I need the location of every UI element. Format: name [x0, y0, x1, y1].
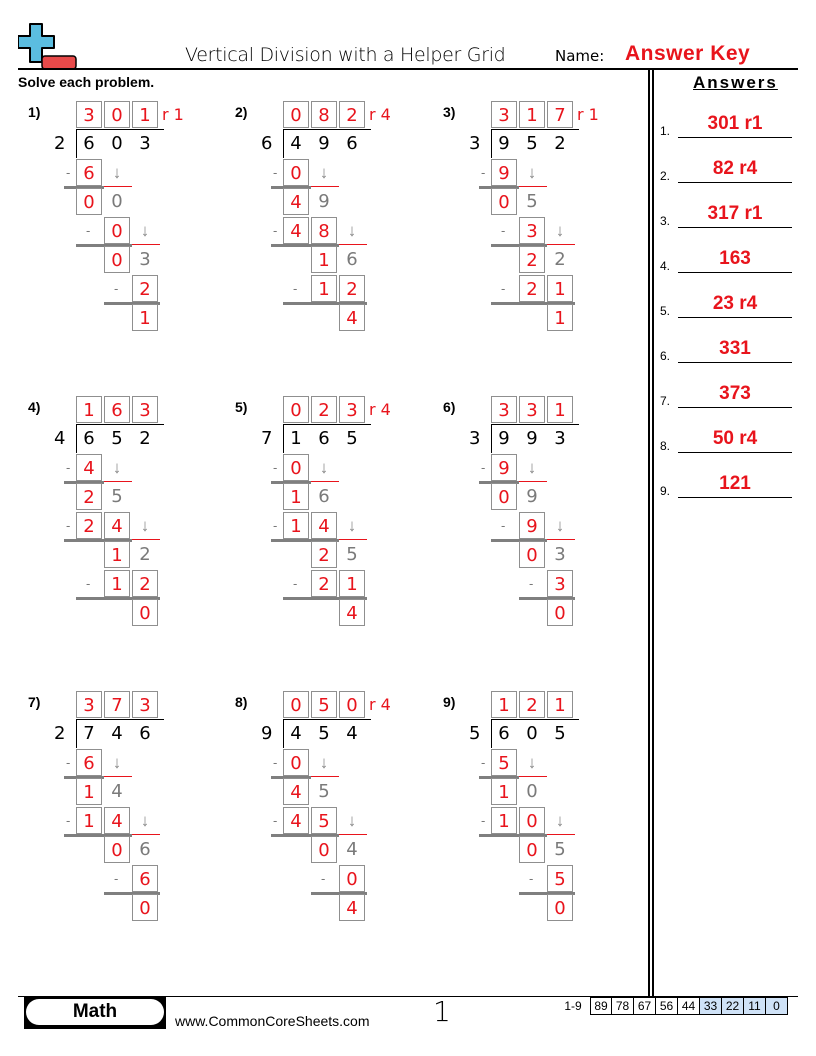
product-digit: 4	[104, 512, 130, 539]
brought-down-digit: 9	[318, 191, 330, 212]
divisor: 5	[469, 723, 481, 744]
product-digit: 1	[339, 570, 365, 597]
bring-down-arrow: ↓	[112, 458, 122, 477]
answer-line	[678, 137, 792, 138]
product-digit: 5	[491, 749, 517, 776]
divisor: 7	[261, 428, 273, 449]
minus-sign: -	[481, 460, 486, 475]
quotient-digit: 3	[519, 396, 545, 423]
dividend-digit: 6	[318, 428, 330, 449]
divisor: 4	[54, 428, 66, 449]
product-digit: 4	[104, 807, 130, 834]
divisor: 9	[261, 723, 273, 744]
quotient-digit: 3	[491, 396, 517, 423]
answer-number: 4.	[660, 259, 671, 273]
bring-down-arrow: ↓	[527, 163, 537, 182]
product-digit: 0	[519, 807, 545, 834]
final-remainder-digit: 1	[547, 304, 573, 331]
product-digit: 4	[76, 454, 102, 481]
division-problem	[235, 101, 486, 361]
minus-sign: -	[481, 813, 486, 828]
final-remainder-digit: 1	[132, 304, 158, 331]
answer-number: 9.	[660, 484, 671, 498]
score-cell: 78	[612, 997, 634, 1015]
dividend-digit: 9	[318, 133, 330, 154]
bring-down-arrow: ↓	[112, 753, 122, 772]
quotient-digit: 1	[547, 396, 573, 423]
dividend-digit: 6	[83, 133, 95, 154]
product-digit: 4	[311, 512, 337, 539]
minus-sign: -	[114, 871, 119, 886]
product-digit: 1	[547, 275, 573, 302]
product-digit: 2	[76, 512, 102, 539]
product-digit: 0	[339, 865, 365, 892]
bring-down-bar	[104, 481, 132, 482]
problem-number: 7)	[28, 694, 41, 710]
bring-down-bar	[311, 776, 339, 777]
dividend-digit: 9	[498, 133, 510, 154]
dividend-digit: 2	[139, 428, 151, 449]
quotient-digit: 3	[132, 396, 158, 423]
minus-sign: -	[501, 223, 506, 238]
answer-line	[678, 182, 792, 183]
answer-number: 8.	[660, 439, 671, 453]
division-problem	[443, 691, 691, 951]
quotient-digit: 8	[311, 101, 337, 128]
division-problem	[28, 691, 276, 951]
brought-down-digit: 0	[526, 781, 538, 802]
problem-number: 8)	[235, 694, 248, 710]
divisor: 2	[54, 133, 66, 154]
dividend-digit: 7	[83, 723, 95, 744]
remainder: r 1	[162, 105, 184, 124]
score-cell: 89	[590, 997, 612, 1015]
product-digit: 3	[547, 570, 573, 597]
quotient-digit: 0	[283, 101, 309, 128]
minus-sign: -	[66, 460, 71, 475]
bring-down-bar	[132, 244, 160, 245]
minus-sign: -	[481, 165, 486, 180]
product-digit: 1	[311, 275, 337, 302]
difference-digit: 1	[283, 483, 309, 510]
name-value: Answer Key	[625, 42, 751, 65]
problem-number: 4)	[28, 399, 41, 415]
minus-sign: -	[273, 813, 278, 828]
product-digit: 2	[311, 570, 337, 597]
dividend-digit: 5	[554, 723, 566, 744]
subject-label: Math	[26, 999, 164, 1025]
problem-number: 9)	[443, 694, 456, 710]
bring-down-bar	[547, 539, 575, 540]
answer-line	[678, 272, 792, 273]
quotient-digit: 7	[547, 101, 573, 128]
bring-down-bar	[547, 834, 575, 835]
product-digit: 2	[132, 570, 158, 597]
final-remainder-digit: 0	[132, 894, 158, 921]
quotient-digit: 7	[104, 691, 130, 718]
plus-minus-logo-icon	[18, 22, 78, 70]
product-digit: 4	[283, 807, 309, 834]
divisor: 6	[261, 133, 273, 154]
bring-down-bar	[339, 539, 367, 540]
problem-number: 5)	[235, 399, 248, 415]
quotient-digit: 2	[311, 396, 337, 423]
division-problem	[443, 396, 691, 656]
score-table	[556, 997, 788, 1015]
answer-line	[678, 497, 792, 498]
product-digit: 3	[519, 217, 545, 244]
brought-down-digit: 2	[139, 544, 151, 565]
brought-down-digit: 9	[526, 486, 538, 507]
product-digit: 9	[519, 512, 545, 539]
bring-down-bar	[547, 244, 575, 245]
dividend-digit: 9	[526, 428, 538, 449]
answer-number: 2.	[660, 169, 671, 183]
final-remainder-digit: 4	[339, 894, 365, 921]
bring-down-arrow: ↓	[527, 753, 537, 772]
dividend-digit: 4	[111, 723, 123, 744]
bring-down-arrow: ↓	[555, 516, 565, 535]
minus-sign: -	[529, 576, 534, 591]
dividend-digit: 5	[318, 723, 330, 744]
score-cell: 67	[634, 997, 656, 1015]
bring-down-arrow: ↓	[347, 221, 357, 240]
site-url: www.CommonCoreSheets.com	[175, 1013, 370, 1029]
bring-down-bar	[519, 776, 547, 777]
product-digit: 2	[132, 275, 158, 302]
minus-sign: -	[501, 518, 506, 533]
difference-digit: 2	[76, 483, 102, 510]
bring-down-arrow: ↓	[140, 516, 150, 535]
bring-down-arrow: ↓	[347, 811, 357, 830]
header-divider	[18, 68, 798, 70]
dividend-digit: 6	[346, 133, 358, 154]
product-digit: 9	[491, 159, 517, 186]
product-digit: 6	[76, 749, 102, 776]
bring-down-bar	[339, 244, 367, 245]
quotient-digit: 0	[283, 691, 309, 718]
brought-down-digit: 5	[346, 544, 358, 565]
brought-down-digit: 2	[554, 249, 566, 270]
answer-number: 1.	[660, 124, 671, 138]
quotient-digit: 1	[491, 691, 517, 718]
product-digit: 2	[519, 275, 545, 302]
dividend-digit: 3	[139, 133, 151, 154]
problem-number: 1)	[28, 104, 41, 120]
product-digit: 8	[311, 217, 337, 244]
difference-digit: 1	[76, 778, 102, 805]
minus-sign: -	[273, 165, 278, 180]
difference-digit: 2	[519, 246, 545, 273]
quotient-digit: 0	[104, 101, 130, 128]
product-digit: 2	[339, 275, 365, 302]
score-cell: 44	[678, 997, 700, 1015]
product-digit: 1	[104, 570, 130, 597]
final-remainder-digit: 0	[132, 599, 158, 626]
dividend-digit: 4	[346, 723, 358, 744]
dividend-digit: 6	[139, 723, 151, 744]
bring-down-arrow: ↓	[555, 221, 565, 240]
product-digit: 1	[491, 807, 517, 834]
brought-down-digit: 6	[346, 249, 358, 270]
quotient-digit: 1	[132, 101, 158, 128]
brought-down-digit: 5	[554, 839, 566, 860]
dividend-digit: 6	[83, 428, 95, 449]
brought-down-digit: 6	[318, 486, 330, 507]
product-digit: 5	[547, 865, 573, 892]
division-problem	[235, 691, 486, 951]
final-remainder-digit: 0	[547, 894, 573, 921]
answer-number: 7.	[660, 394, 671, 408]
page-number: 1	[433, 995, 451, 1028]
dividend-digit: 0	[111, 133, 123, 154]
brought-down-digit: 0	[111, 191, 123, 212]
quotient-digit: 3	[339, 396, 365, 423]
bring-down-arrow: ↓	[319, 753, 329, 772]
minus-sign: -	[86, 223, 91, 238]
brought-down-digit: 5	[111, 486, 123, 507]
bring-down-bar	[519, 481, 547, 482]
dividend-digit: 5	[111, 428, 123, 449]
quotient-digit: 6	[104, 396, 130, 423]
problem-number: 2)	[235, 104, 248, 120]
problem-number: 3)	[443, 104, 456, 120]
quotient-digit: 5	[311, 691, 337, 718]
minus-sign: -	[66, 755, 71, 770]
instructions: Solve each problem.	[18, 74, 155, 90]
division-problem	[28, 396, 276, 656]
difference-digit: 4	[283, 778, 309, 805]
answer-number: 6.	[660, 349, 671, 363]
answer-value: 373	[719, 383, 751, 404]
difference-digit: 2	[311, 541, 337, 568]
divisor: 2	[54, 723, 66, 744]
bring-down-bar	[104, 186, 132, 187]
minus-sign: -	[66, 165, 71, 180]
final-remainder-digit: 4	[339, 304, 365, 331]
quotient-digit: 1	[547, 691, 573, 718]
dividend-digit: 4	[290, 723, 302, 744]
division-problem	[443, 101, 691, 361]
difference-digit: 0	[76, 188, 102, 215]
dividend-digit: 3	[554, 428, 566, 449]
difference-digit: 1	[491, 778, 517, 805]
answer-line	[678, 407, 792, 408]
quotient-digit: 2	[519, 691, 545, 718]
dividend-digit: 5	[526, 133, 538, 154]
answer-line	[678, 317, 792, 318]
brought-down-digit: 4	[111, 781, 123, 802]
difference-digit: 4	[283, 188, 309, 215]
dividend-digit: 4	[290, 133, 302, 154]
score-cell: 22	[722, 997, 744, 1015]
difference-digit: 0	[519, 836, 545, 863]
answer-value: 317 r1	[707, 203, 763, 224]
answer-value: 23 r4	[712, 293, 758, 314]
bring-down-arrow: ↓	[319, 458, 329, 477]
minus-sign: -	[273, 223, 278, 238]
problem-number: 6)	[443, 399, 456, 415]
bring-down-bar	[311, 186, 339, 187]
product-digit: 1	[76, 807, 102, 834]
bring-down-bar	[104, 776, 132, 777]
remainder: r 1	[577, 105, 599, 124]
product-digit: 0	[283, 159, 309, 186]
minus-sign: -	[86, 576, 91, 591]
difference-digit: 0	[519, 541, 545, 568]
answer-line	[678, 227, 792, 228]
quotient-digit: 1	[76, 396, 102, 423]
difference-digit: 0	[491, 188, 517, 215]
product-digit: 6	[132, 865, 158, 892]
bring-down-bar	[311, 481, 339, 482]
divisor: 3	[469, 133, 481, 154]
brought-down-digit: 5	[318, 781, 330, 802]
answer-value: 163	[719, 248, 751, 269]
difference-digit: 0	[311, 836, 337, 863]
division-problem	[235, 396, 486, 656]
bring-down-arrow: ↓	[527, 458, 537, 477]
quotient-digit: 3	[491, 101, 517, 128]
answer-line	[678, 362, 792, 363]
remainder: r 4	[369, 400, 391, 419]
remainder: r 4	[369, 105, 391, 124]
score-range-label: 1-9	[564, 999, 582, 1013]
product-digit: 4	[283, 217, 309, 244]
score-cell: 33	[700, 997, 722, 1015]
bring-down-arrow: ↓	[140, 221, 150, 240]
bring-down-arrow: ↓	[140, 811, 150, 830]
score-cell: 11	[744, 997, 766, 1015]
minus-sign: -	[529, 871, 534, 886]
answer-value: 82 r4	[712, 158, 758, 179]
dividend-digit: 6	[498, 723, 510, 744]
product-digit: 0	[283, 454, 309, 481]
difference-digit: 0	[104, 246, 130, 273]
product-digit: 9	[491, 454, 517, 481]
remainder: r 4	[369, 695, 391, 714]
minus-sign: -	[293, 576, 298, 591]
bring-down-bar	[132, 834, 160, 835]
answers-heading: Answers	[693, 73, 778, 92]
dividend-digit: 0	[526, 723, 538, 744]
dividend-digit: 9	[498, 428, 510, 449]
name-label: Name:	[555, 47, 605, 65]
minus-sign: -	[66, 813, 71, 828]
difference-digit: 1	[311, 246, 337, 273]
minus-sign: -	[273, 518, 278, 533]
division-problem	[28, 101, 276, 361]
difference-digit: 0	[491, 483, 517, 510]
quotient-digit: 3	[132, 691, 158, 718]
bring-down-bar	[132, 539, 160, 540]
quotient-digit: 3	[76, 691, 102, 718]
product-digit: 6	[76, 159, 102, 186]
score-cell: 56	[656, 997, 678, 1015]
final-remainder-digit: 4	[339, 599, 365, 626]
quotient-digit: 0	[283, 396, 309, 423]
minus-sign: -	[114, 281, 119, 296]
minus-sign: -	[501, 281, 506, 296]
bring-down-bar	[519, 186, 547, 187]
minus-sign: -	[293, 281, 298, 296]
bring-down-arrow: ↓	[112, 163, 122, 182]
product-digit: 5	[311, 807, 337, 834]
score-cell: 0	[766, 997, 788, 1015]
difference-digit: 0	[104, 836, 130, 863]
divisor: 3	[469, 428, 481, 449]
minus-sign: -	[481, 755, 486, 770]
quotient-digit: 3	[76, 101, 102, 128]
product-digit: 0	[283, 749, 309, 776]
bring-down-arrow: ↓	[555, 811, 565, 830]
bring-down-bar	[339, 834, 367, 835]
answer-value: 301 r1	[707, 113, 763, 134]
product-digit: 1	[283, 512, 309, 539]
difference-digit: 1	[104, 541, 130, 568]
brought-down-digit: 3	[139, 249, 151, 270]
quotient-digit: 2	[339, 101, 365, 128]
worksheet-title: Vertical Division with a Helper Grid	[185, 44, 506, 66]
final-remainder-digit: 0	[547, 599, 573, 626]
product-digit: 0	[104, 217, 130, 244]
brought-down-digit: 4	[346, 839, 358, 860]
answer-value: 50 r4	[712, 428, 758, 449]
answer-line	[678, 452, 792, 453]
answer-value: 331	[719, 338, 751, 359]
brought-down-digit: 3	[554, 544, 566, 565]
minus-sign: -	[321, 871, 326, 886]
minus-sign: -	[66, 518, 71, 533]
answer-number: 5.	[660, 304, 671, 318]
quotient-digit: 0	[339, 691, 365, 718]
bring-down-arrow: ↓	[319, 163, 329, 182]
quotient-digit: 1	[519, 101, 545, 128]
dividend-digit: 5	[346, 428, 358, 449]
dividend-digit: 1	[290, 428, 302, 449]
dividend-digit: 2	[554, 133, 566, 154]
bring-down-arrow: ↓	[347, 516, 357, 535]
brought-down-digit: 5	[526, 191, 538, 212]
answer-value: 121	[719, 473, 751, 494]
minus-sign: -	[273, 460, 278, 475]
minus-sign: -	[273, 755, 278, 770]
brought-down-digit: 6	[139, 839, 151, 860]
answer-number: 3.	[660, 214, 671, 228]
